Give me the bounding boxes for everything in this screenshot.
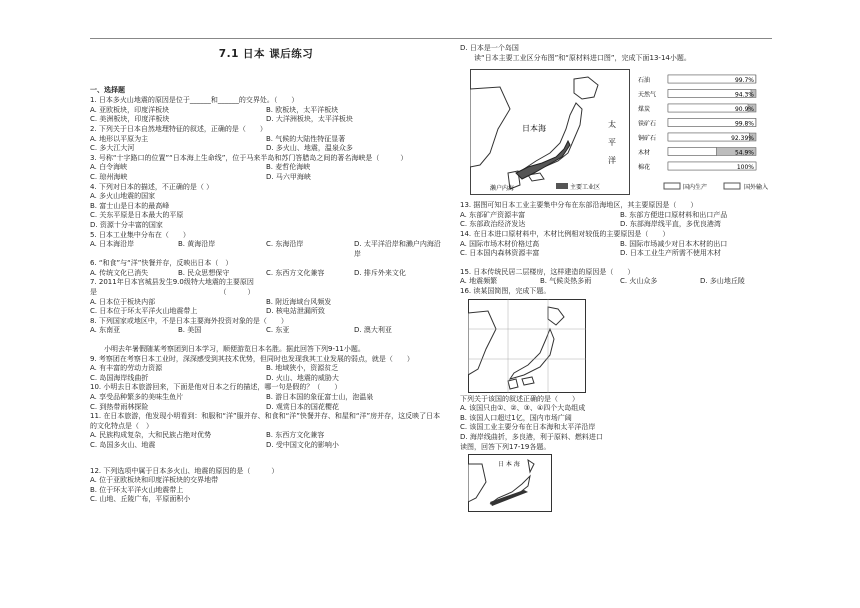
option: B. 附近海域台风频发 [266,297,332,306]
country-map-block [460,299,780,395]
question-line: 4. 下列对日本的描述，不正确的是（ ） [90,182,214,191]
option-row [90,364,442,374]
island-3-shape [508,379,518,389]
option: A. 地形以平原为主 [90,134,149,143]
legend-swatch-domestic [664,183,680,189]
question-line: 2. 下列关于日本自然地理特征的叙述，正确的是（ ） [90,124,267,133]
question-line: 10. 小明去日本旅游回来，下面是他对日本之行的描述，哪一句是假的？（ ） [90,383,342,392]
option-row [90,374,442,384]
option: B. 地域狭小，资源贫乏 [266,364,339,373]
island-4-shape [522,377,534,385]
chart-value-label: 54.9% [734,149,754,157]
option: C. 东亚 [266,326,290,335]
option: A. 国际市场木材价格过高 [460,239,540,248]
option: B. 东西方文化兼容 [266,431,325,440]
option: A. 东部矿产资源丰富 [460,210,526,219]
spacer [460,259,780,268]
option: A. 白令海峡 [90,163,128,172]
chart-category-label: 木材 [638,149,651,157]
bottom-map [468,454,552,512]
chart-legend-domestic: 国内生产 [683,184,708,192]
option-row [460,220,780,230]
chart-category-label: 铜矿石 [638,135,657,143]
option: D. 马六甲海峡 [266,172,311,181]
right-question-list-a [460,201,780,296]
option: A. 民族构成复杂，大和民族占绝对优势 [90,431,212,440]
option-row [460,211,780,221]
option: C. 琼州海峡 [90,172,128,181]
option: B. 麦哲伦海峡 [266,163,311,172]
option: A. 传统文化已消失 [90,268,149,277]
option-row [90,393,442,403]
map-label-pacific-2: 平 [608,138,616,148]
left-question-list [90,96,442,505]
option: D. 大洋洲板块，太平洋板块 [266,115,353,124]
option-row [90,298,442,308]
right-top-line-2: 读“日本主要工业区分布图”和“原材料进口图”，完成下面13-14小题。 [460,53,691,62]
header-rule [90,38,772,39]
question-line: A. 位于亚欧板块和印度洋板块的交界地带 [90,476,219,485]
question-line: 9. 考察团在考察日本工业时，深深感受到其技术优势，但同时也发现我其工业发展的弱点，就是（ ） [90,354,414,363]
right-question-list-b [460,395,780,453]
option: D. 东部海岸线平直，多优良港湾 [620,220,721,229]
option: A. 日本位于板块内部 [90,297,156,306]
question-line: 是 （ ） [90,288,255,297]
option: B. 气候炎热多雨 [540,277,592,286]
option-row [90,403,442,413]
option: C. 东部政治经济发达 [460,220,526,229]
map-label-pacific-1: 太 [608,120,616,130]
option-row [90,115,442,125]
chart-value-label: 94.3% [734,91,754,99]
question-line: 14. 在日本进口原材料中，木材比例相对较低的主要原因是（ ） [460,229,670,238]
option-row [90,441,442,451]
right-top-line-1: D. 日本是一个岛国 [460,44,519,52]
option: C. 日本位于环太平洋火山地震带上 [90,307,198,316]
chart-category-label: 铁矿石 [638,120,657,128]
legend-swatch-import [724,183,740,189]
document-title: 7.1 日本 课后练习 [218,48,314,60]
chart-category-label: 棉花 [638,164,651,172]
question-line: C. 该国工业主要分布在日本海和太平洋沿岸 [460,423,596,432]
option: B. 东部方便进口原材料和出口产品 [620,210,728,219]
question-line: 12. 下列选项中属于日本多火山、地震的原因的是（ ） [90,466,279,475]
industrial-map [470,69,630,195]
question-line: 1. 日本多火山地震的原因是位于______和______的交界处。（ ） [90,96,299,105]
option: C. 火山众多 [620,277,658,286]
option: D. 排斥外来文化 [354,268,406,277]
question-line: 6. “和食”与“洋”快餐并存，反映出日本（ ） [90,259,233,268]
chart-value-label: 99.8% [734,120,754,128]
chart-value-label: 90.9% [734,106,754,114]
question-line: A. 该国只由①、②、③、④四个大岛组成 [460,404,586,413]
question-line: 16. 读某国简图，完成下题。 [460,286,551,295]
question-line: 8. 下列国家或地区中，不是日本主要海外投资对象的是（ ） [90,316,288,325]
option: D. 火山、地震的威胁大 [266,373,339,382]
option: C. 到热带雨林探险 [90,402,149,411]
option: A. 有丰富的劳动力资源 [90,364,163,373]
section-heading: 一、选择题 [90,85,125,94]
legend-swatch-industrial [556,183,568,189]
option: A. 享受品种繁多的美味生鱼片 [90,393,184,401]
question-line: B. 位于环太平洋火山地震带上 [90,485,184,494]
option: C. 美洲板块，印度洋板块 [90,115,170,124]
question-line: C. 关东平原是日本最大的平原 [90,211,184,220]
option: B. 游日本国的象征富士山，泡温泉 [266,393,374,401]
option: C. 东海沿岸 [266,240,304,249]
question-line: 下列关于该国的叙述正确的是（ ） [460,394,579,403]
question-line: 7. 2011年日本宫城县发生9.0级特大地震的主要原因 [90,278,254,287]
chart-category-label: 天然气 [638,91,657,99]
chart-bar-import [668,148,716,156]
option: D. 多火山、地震，温泉众多 [266,144,353,153]
question-line: A. 多火山地震的国家 [90,192,156,201]
bottom-map-block [460,454,780,514]
option-row [460,277,780,287]
question-line: B. 富士山是日本的最高峰 [90,201,170,210]
chart-value-label: 100% [736,164,754,172]
option-row [90,144,442,154]
option: D. 观赏日本的国花樱花 [266,402,339,411]
question-line: 小明去年暑假随某考察团到日本学习，顺便游览日本名胜。据此回答下列9-11小题。 [90,345,365,354]
question-line: 15. 日本传统民居二层楼房，这样建造的原因是（ ） [460,267,635,276]
chart-legend-import: 国外输入 [744,184,769,192]
import-chart [638,69,788,195]
option: A. 东南亚 [90,326,121,335]
option-row [90,240,442,259]
spacer [90,336,442,345]
question-line: 读图，回答下列17-19各题。 [460,442,551,451]
chart-value-label: 92.39% [731,135,754,143]
option: D. 日本工业生产所需不使用木材 [620,249,721,258]
option-row [460,249,780,259]
option-row [90,106,442,116]
chart-category-label: 煤炭 [638,106,651,114]
spacer [90,451,442,467]
option-row [90,173,442,183]
option-row [90,163,442,173]
question-line: 13. 据图可知日本工业主要集中分布在东部沿海地区，其主要原因是（ ） [460,201,698,210]
map-label-pacific-3: 洋 [608,156,616,166]
option: C. 日本国内森林资源丰富 [460,249,540,258]
option: D. 多山地丘陵 [700,277,745,286]
map-label-sea: 日本海 [522,124,546,134]
option: B. 欧板块，太平洋板块 [266,105,339,114]
option: B. 国际市场减少对日本木材的出口 [620,239,728,248]
option-row [90,431,442,441]
option: D. 太平洋沿岸和濑户内海沿岸 [354,240,441,258]
option: B. 气候的大陆性特征显著 [266,134,346,143]
option: A. 亚欧板块，印度洋板块 [90,105,170,114]
option: C. 东西方文化兼容 [266,268,325,277]
option-row [90,307,442,317]
option: A. 地震频繁 [460,277,498,286]
import-bars [638,75,756,171]
question-line: B. 该国人口超过1亿，国内市场广阔 [460,413,572,422]
left-column [90,44,442,505]
country-map [468,299,586,393]
option: C. 岛国多火山、地震 [90,440,156,449]
bottom-map-label: 日 本 海 [498,461,520,469]
option: D. 受中国文化的影响小 [266,440,339,449]
option-row [90,135,442,145]
chart-value-label: 99.7% [734,77,754,85]
question-line: D. 资源十分丰富的国家 [90,220,163,229]
option: C. 多大江大河 [90,144,135,153]
option: D. 澳大利亚 [354,326,392,335]
question-line: C. 山地、丘陵广布，平原面积小 [90,495,191,504]
right-column [460,44,780,514]
question-line: 3. 号称“十字路口的位置”“日本海上生命线”，位于马来半岛和苏门答腊岛之间的著名海峡是（ ） [90,153,408,162]
question-line: 5. 日本工业集中分布在（ ） [90,230,190,239]
option: B. 黄海沿岸 [178,240,216,249]
figure-row [460,69,780,201]
option: C. 岛国海岸线曲折 [90,373,149,382]
option: D. 核电站泄漏所致 [266,307,325,316]
option: A. 日本海沿岸 [90,240,135,249]
map-legend-industrial: 主要工业区 [570,184,601,192]
question-line: D. 海岸线曲折，多良港，利于原料、燃料进口 [460,432,603,441]
option: B. 民众思想保守 [178,268,230,277]
option-row [460,240,780,250]
option-row [90,326,442,336]
option: B. 美国 [178,326,202,335]
map-label-inland-sea: 濑户内海 [490,185,515,193]
question-line: 11. 在日本旅游，他发现小明看到：和服和“洋”服并存、和食和“洋”快餐并存、和屋和“洋”房并存，这反映了日本的文化特点是（ ） [90,412,441,430]
chart-category-label: 石油 [638,77,651,85]
